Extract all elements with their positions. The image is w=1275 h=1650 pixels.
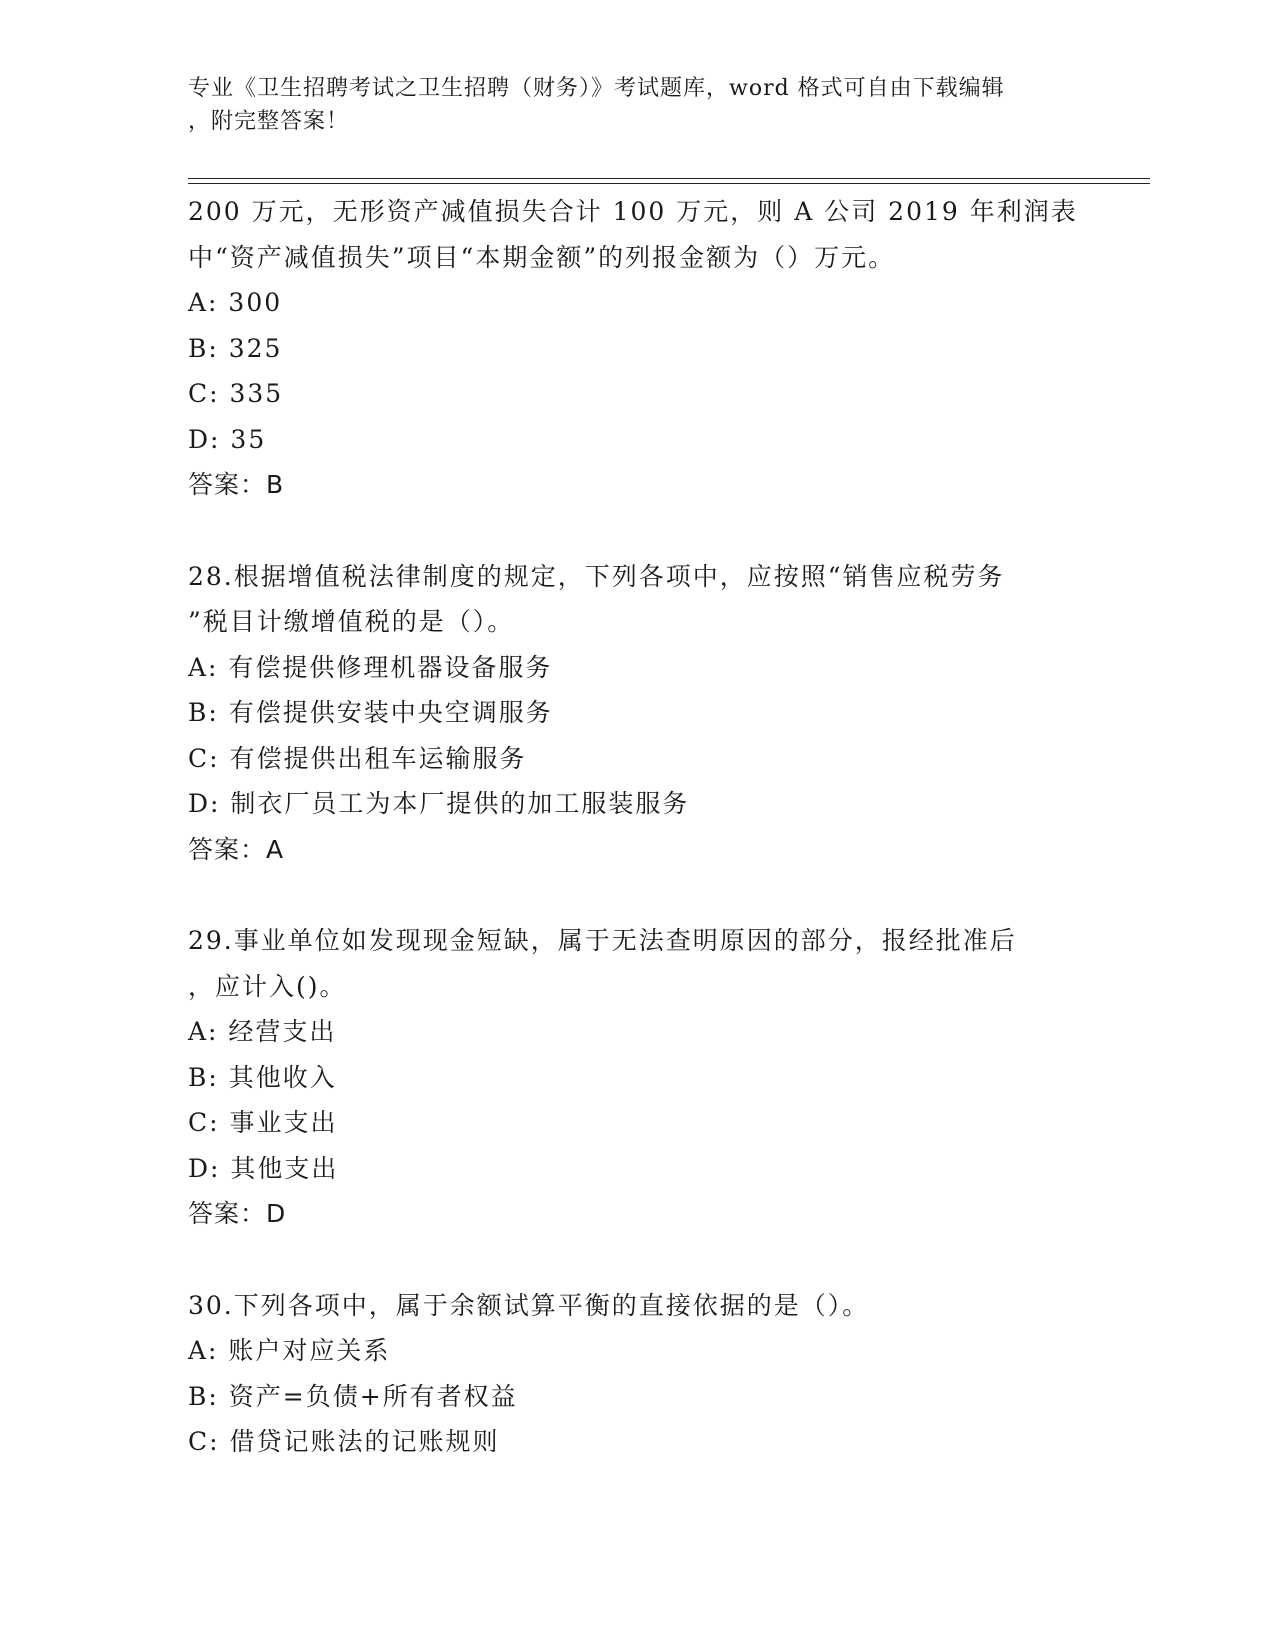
option-d: D: 制衣厂员工为本厂提供的加工服装服务 — [188, 789, 690, 818]
option-a: A: 300 — [188, 288, 283, 317]
option-c: C: 335 — [188, 379, 284, 408]
question-stem-line: 200 万元，无形资产减值损失合计 100 万元，则 A 公司 2019 年利润表 — [188, 197, 1078, 226]
question-block-27 — [188, 189, 1088, 508]
question-block-29 — [188, 918, 1088, 1237]
option-c: C: 事业支出 — [188, 1108, 338, 1137]
question-block-28 — [188, 554, 1088, 873]
answer-line: 答案：B — [188, 470, 285, 499]
header-rule-bottom — [188, 183, 1150, 184]
header-line-2: ，附完整答案！ — [188, 109, 350, 134]
answer-line: 答案：D — [188, 1199, 287, 1228]
question-stem-line: 29.事业单位如发现现金短缺，属于无法查明原因的部分，报经批准后 — [188, 926, 1017, 955]
question-gap — [188, 508, 1088, 554]
question-gap — [188, 1237, 1088, 1283]
question-stem-line: ，应计入()。 — [188, 971, 347, 1001]
question-gap — [188, 872, 1088, 918]
option-b: B: 有偿提供安装中央空调服务 — [188, 698, 553, 727]
answer-line: 答案：A — [188, 834, 285, 864]
option-a: A: 经营支出 — [188, 1017, 337, 1046]
option-a: A: 有偿提供修理机器设备服务 — [188, 652, 553, 682]
document-header — [188, 72, 1068, 138]
option-c: C: 有偿提供出租车运输服务 — [188, 743, 527, 773]
option-b: B: 资产=负债+所有者权益 — [188, 1381, 518, 1411]
option-c: C: 借贷记账法的记账规则 — [188, 1427, 500, 1456]
option-a: A: 账户对应关系 — [188, 1336, 391, 1365]
question-stem-line: 30.下列各项中，属于余额试算平衡的直接依据的是（）。 — [188, 1290, 870, 1320]
question-list — [188, 189, 1088, 1465]
question-stem-line: 中“资产减值损失”项目“本期金额”的列报金额为（）万元。 — [188, 242, 896, 272]
header-rule-top — [188, 178, 1150, 179]
question-stem-line: ”税目计缴增值税的是（）。 — [188, 607, 515, 636]
header-line-1: 专业《卫生招聘考试之卫生招聘（财务）》考试题库，word 格式可自由下载编辑 — [188, 76, 1005, 101]
option-b: B: 325 — [188, 333, 283, 363]
option-b: B: 其他收入 — [188, 1062, 337, 1092]
question-block-30 — [188, 1283, 1088, 1465]
question-stem-line: 28.根据增值税法律制度的规定，下列各项中，应按照“销售应税劳务 — [188, 561, 1005, 591]
option-d: D: 其他支出 — [188, 1153, 339, 1183]
option-d: D: 35 — [188, 424, 267, 454]
